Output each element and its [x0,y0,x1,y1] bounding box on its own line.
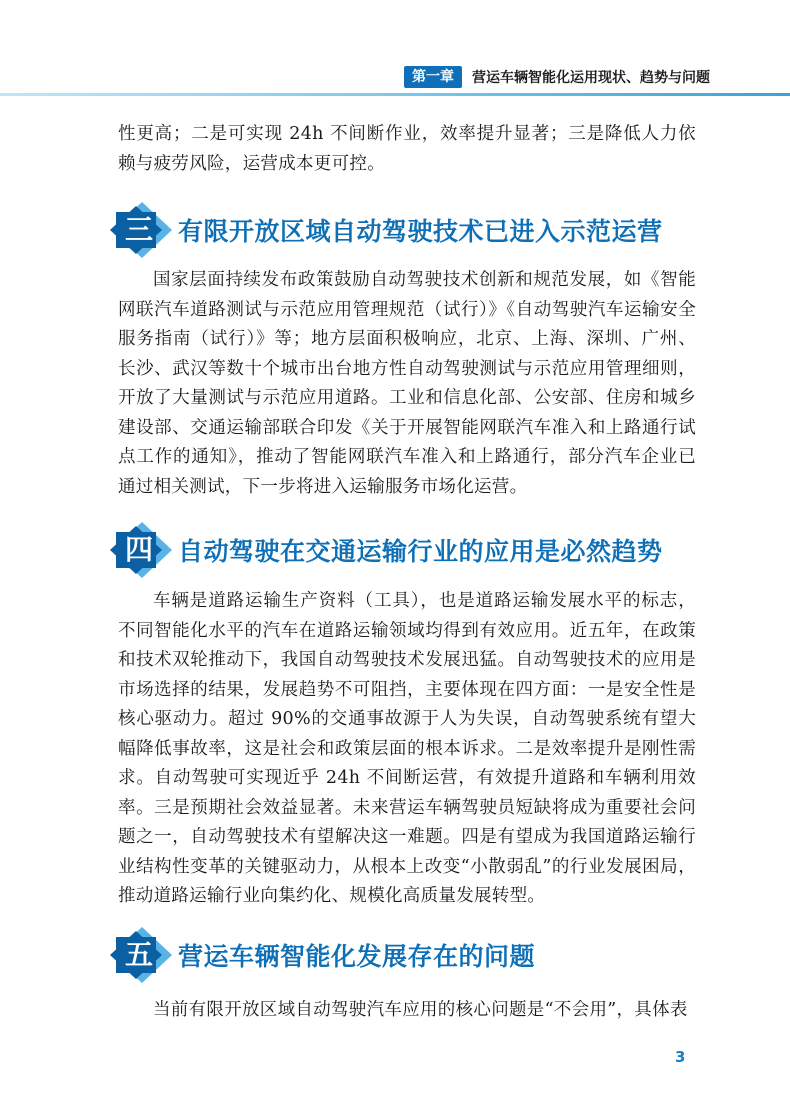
section-badge [110,200,174,260]
section-badge [110,520,174,580]
section-title: 自动驾驶在交通运输行业的应用是必然趋势 [178,537,663,566]
section-number: 三 [124,213,153,246]
header-rule [0,93,790,96]
section-heading-5 [110,925,535,985]
paragraph-policy: 国家层面持续发布政策鼓励自动驾驶技术创新和规范发展，如《智能网联汽车道路测试与示范应用管理规范（试行）》《自动驾驶汽车运输安全服务指南（试行）》等；地方层面积极响应，北京、上海、深圳、广州、长沙、武汉等数十个城市出台地方性自动驾驶测试与示范应用管理细则，开放了大量测试与示范应用道路。工业和信息化部、公安部、住房和城乡建设部、交通运输部联合印发《关于开展智能网联汽车准入和上路通行试点工作的通知》，推动了智能网联汽车准入和上路通行，部分汽车企业已通过相关测试，下一步将进入运输服务市场化运营。 [118,270,696,497]
section-heading-3 [110,200,663,260]
paragraph-trend: 车辆是道路运输生产资料（工具），也是道路运输发展水平的标志，不同智能化水平的汽车在道路运输领域均得到有效应用。近五年，在政策和技术双轮推动下，我国自动驾驶技术发展迅猛。自动驾驶技术的应用是市场选择的结果，发展趋势不可阻挡，主要体现在四方面：一是安全性是核心驱动力。超过 90%的交通事故源于人为失误，自动驾驶系统有望大幅降低事故率，这是社会和政策层面的根本诉求。二是效率提升是刚性需求。自动驾驶可实现近乎 24h 不间断运营，有效提升道路和车辆利用效率。三是预期社会效益显著。未来营运车辆驾驶员短缺将成为重要社会问题之一，自动驾驶技术有望解决这一难题。四是有望成为我国道路运输行业结构性变革的关键驱动力，从根本上改变“小散弱乱”的行业发展困局，推动道路运输行业向集约化、规模化高质量发展转型。 [118,591,696,906]
section-badge [110,925,174,985]
section-number: 五 [124,938,153,971]
section-title: 有限开放区域自动驾驶技术已进入示范运营 [178,217,663,246]
chapter-title: 营运车辆智能化运用现状、趋势与问题 [472,70,710,86]
section-heading-4 [110,520,663,580]
paragraph-continuation: 性更高；二是可实现 24h 不间断作业，效率提升显著；三是降低人力依赖与疲劳风险，运营成本更可控。 [118,124,696,174]
running-header [404,64,710,90]
section-number: 四 [124,533,153,566]
section-title: 营运车辆智能化发展存在的问题 [178,942,536,971]
page-number: 3 [675,1048,686,1066]
paragraph-problems: 当前有限开放区域自动驾驶汽车应用的核心问题是“不会用”，具体表 [153,1000,688,1020]
chapter-label: 第一章 [404,66,462,88]
